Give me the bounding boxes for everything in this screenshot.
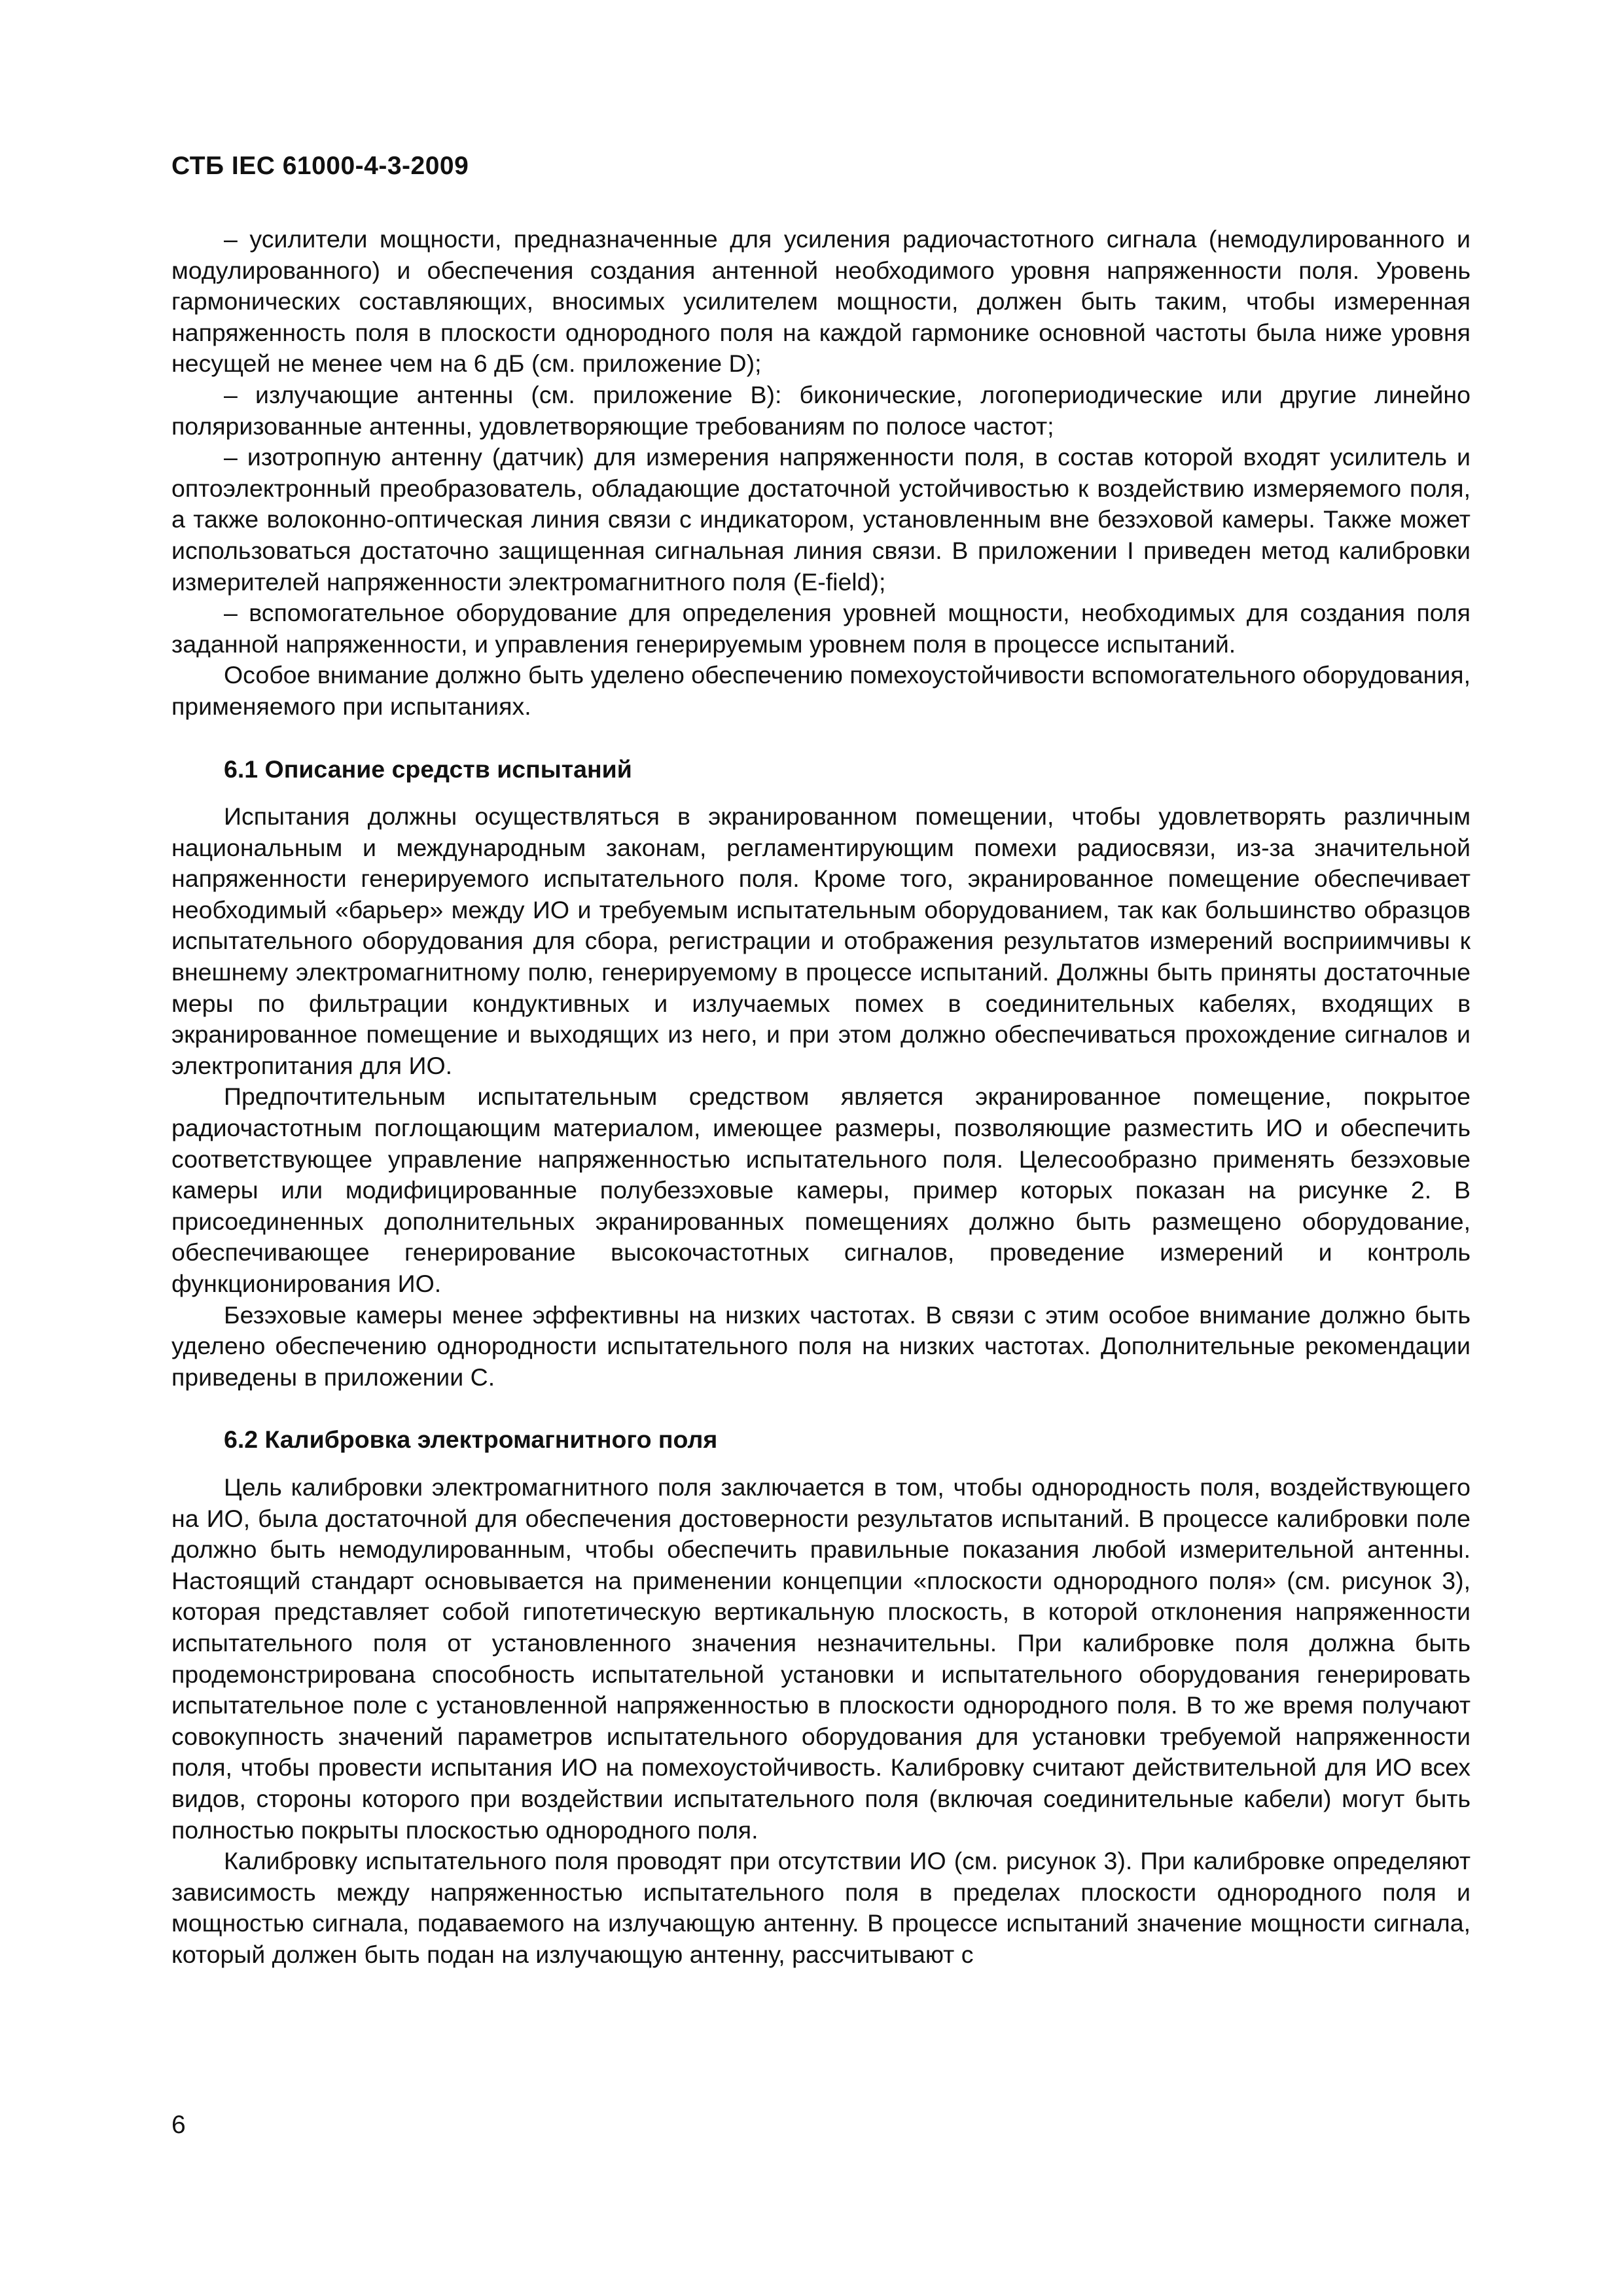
section-heading-6-2: 6.2 Калибровка электромагнитного поля xyxy=(224,1426,718,1454)
list-item-antennas: – излучающие антенны (см. приложение В): биконические, логопериодические или другие линейно поляризованные антенны, удовлетворяющие требованиям по полосе частот; xyxy=(171,380,1471,440)
list-item-auxiliary-equipment: – вспомогательное оборудование для определения уровней мощности, необходимых для создания поля заданной напряженности, и управления генерируемым уровнем поля в процессе испытаний. xyxy=(171,599,1471,658)
paragraph: Испытания должны осуществляться в экранированном помещении, чтобы удовлетворять различным национальным и международным законам, регламентирующим помехи радиосвязи, из-за значительной напряженности генерируемого испытательного поля. Кроме того, экранированное помещение обеспечивает необходимый «барьер» между ИО и требуемым испытательным оборудованием, так как большинство образцов испытательного оборудования для сбора, регистрации и отображения результатов измерений восприимчивы к внешнему электромагнитному полю, генерируемому в процессе испытаний. Должны быть приняты достаточные меры по фильтрации кондуктивных и излучаемых помех в соединительных кабелях, входящих в экранированное помещение и выходящих из него, и при этом должно обеспечиваться прохождение сигналов и электропитания для ИО. xyxy=(171,802,1471,1079)
list-item-isotropic-probe: – изотропную антенну (датчик) для измерения напряженности поля, в состав которой входят усилитель и оптоэлектронный преобразователь, обладающие достаточной устойчивостью к воздействию измеряемого поля, а также волоконно-оптическая линия связи с индикатором, установленным вне безэховой камеры. Также может использоваться достаточно защищенная сигнальная линия связи. В приложении I приведен метод калибровки измерителей напряженности электромагнитного поля (E-field); xyxy=(171,443,1471,596)
paragraph-attention: Особое внимание должно быть уделено обеспечению помехоустойчивости вспомогательного оборудования, применяемого при испытаниях. xyxy=(171,661,1471,720)
paragraph: Безэховые камеры менее эффективны на низких частотах. В связи с этим особое внимание должно быть уделено обеспечению однородности испытательного поля на низких частотах. Дополнительные рекомендации приведены в приложении С. xyxy=(171,1300,1471,1391)
page-number: 6 xyxy=(171,2111,186,2139)
paragraph: Цель калибровки электромагнитного поля заключается в том, чтобы однородность поля, воздействующего на ИО, была достаточной для обеспечения достоверности результатов испытаний. В процессе калибровки поле должно быть немодулированным, чтобы обеспечить правильные показания любой измерительной антенны. Настоящий стандарт основывается на применении концепции «плоскости однородного поля» (см. рисунок 3), которая представляет собой гипотетическую вертикальную плоскость, в которой отклонения напряженности испытательного поля от установленного значения незначительны. При калибровке поля должна быть продемонстрирована способность испытательной установки и испытательного оборудования генерировать испытательное поле с установленной напряженностью в плоскости однородного поля. В то же время получают совокупность значений параметров испытательного оборудования для установки требуемой напряженности поля, чтобы провести испытания ИО на помехоустойчивость. Калибровку считают действительной для ИО всех видов, стороны которого при воздействии испытательного поля (включая соединительные кабели) могут быть полностью покрыты плоскостью однородного поля. xyxy=(171,1473,1471,1844)
list-item-power-amplifiers: – усилители мощности, предназначенные для усиления радиочастотного сигнала (немодулированного и модулированного) и обеспечения создания антенной необходимого уровня напряженности поля. Уровень гармонических составляющих, вносимых усилителем мощности, должен быть таким, чтобы измеренная напряженность поля в плоскости однородного поля на каждой гармонике основной частоты была ниже уровня несущей не менее чем на 6 дБ (см. приложение D); xyxy=(171,225,1471,378)
section-heading-6-1: 6.1 Описание средств испытаний xyxy=(224,755,632,783)
document-header: СТБ IEC 61000-4-3-2009 xyxy=(171,152,469,180)
page-content xyxy=(171,224,1471,1970)
paragraph: Калибровку испытательного поля проводят при отсутствии ИО (см. рисунок 3). При калибровке определяют зависимость между напряженностью испытательного поля в пределах плоскости однородного поля и мощностью сигнала, подаваемого на излучающую антенну. В процессе испытаний значение мощности сигнала, который должен быть подан на излучающую антенну, рассчитывают с xyxy=(171,1847,1471,1968)
paragraph: Предпочтительным испытательным средством является экранированное помещение, покрытое радиочастотным поглощающим материалом, имеющее размеры, позволяющие разместить ИО и обеспечить соответствующее управление напряженностью испытательного поля. Целесообразно применять безэховые камеры или модифицированные полубезэховые камеры, пример которых показан на рисунке 2. В присоединенных дополнительных экранированных помещениях должно быть размещено оборудование, обеспечивающее генерирование высокочастотных сигналов, проведение измерений и контроль функционирования ИО. xyxy=(171,1083,1471,1297)
